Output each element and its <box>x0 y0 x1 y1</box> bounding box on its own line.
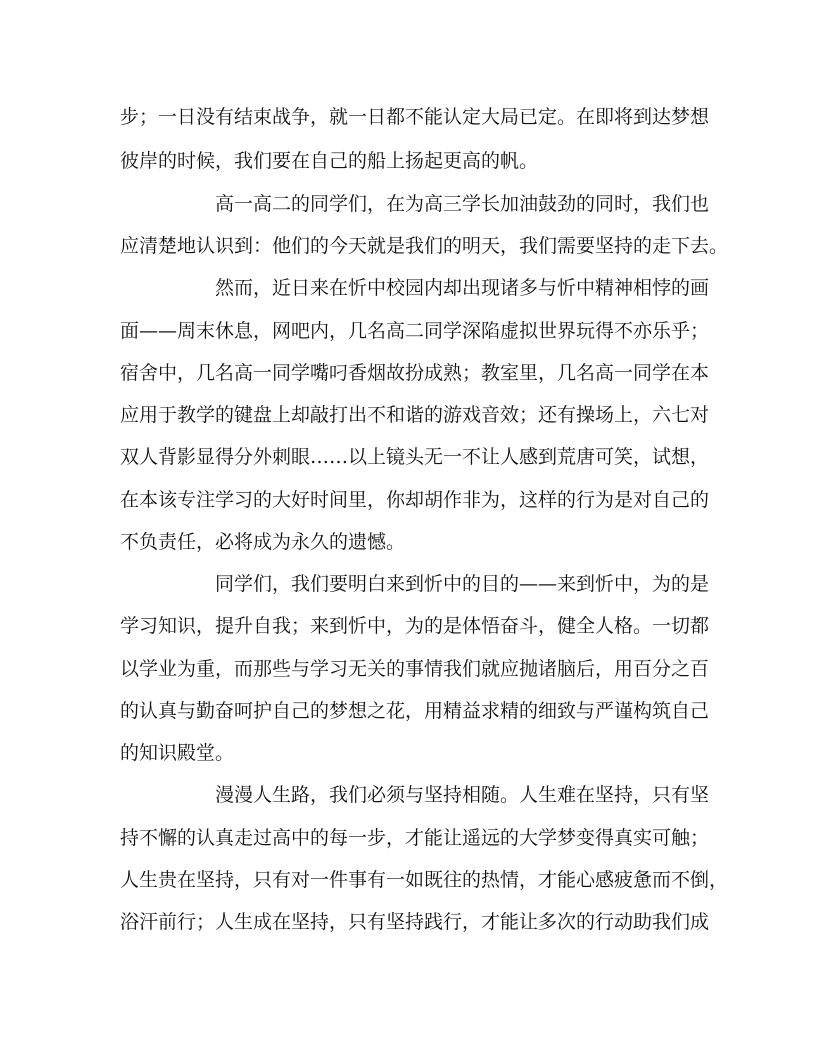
text-line: 应清楚地认识到：他们的今天就是我们的明天，我们需要坚持的走下去。 <box>120 235 729 257</box>
text-line: 彼岸的时候，我们要在自己的船上扬起更高的帆。 <box>120 150 539 172</box>
text-line: 以学业为重，而那些与学习无关的事情我们就应抛诸脑后，用百分之百 <box>120 658 710 680</box>
text-line: 宿舍中，几名高一同学嘴叼香烟故扮成熟；教室里，几名高一同学在本 <box>120 362 710 384</box>
text-line: 人生贵在坚持，只有对一件事有一如既往的热情，才能心感疲惫而不倒， <box>120 869 729 891</box>
text-line: 双人背影显得分外刺眼……以上镜头无一不让人感到荒唐可笑，试想， <box>120 446 710 468</box>
text-line: 在本该专注学习的大好时间里，你却胡作非为，这样的行为是对自己的 <box>120 489 710 511</box>
text-line: 面——周末休息，网吧内，几名高二同学深陷虚拟世界玩得不亦乐乎； <box>120 320 710 342</box>
text-line: 持不懈的认真走过高中的每一步，才能让遥远的大学梦变得真实可触； <box>120 827 710 849</box>
text-line: 学习知识，提升自我；来到忻中，为的是体悟奋斗，健全人格。一切都 <box>120 615 710 637</box>
paragraph-first-line: 然而，近日来在忻中校园内却出现诸多与忻中精神相悖的画 <box>215 277 710 299</box>
text-line: 浴汗前行；人生成在坚持，只有坚持践行，才能让多次的行动助我们成 <box>120 911 710 933</box>
text-line: 步；一日没有结束战争，就一日都不能认定大局已定。在即将到达梦想 <box>120 106 710 128</box>
text-line: 应用于教学的键盘上却敲打出不和谐的游戏音效；还有操场上，六七对 <box>120 404 710 426</box>
text-line: 的知识殿堂。 <box>120 742 235 764</box>
text-line: 不负责任，必将成为永久的遗憾。 <box>120 531 406 553</box>
paragraph-first-line: 同学们，我们要明白来到忻中的目的——来到忻中，为的是 <box>215 573 710 595</box>
paragraph-first-line: 漫漫人生路，我们必须与坚持相随。人生难在坚持，只有坚 <box>215 784 710 806</box>
paragraph-first-line: 高一高二的同学们，在为高三学长加油鼓劲的同时，我们也 <box>215 193 710 215</box>
text-line: 的认真与勤奋呵护自己的梦想之花，用精益求精的细致与严谨构筑自己 <box>120 700 710 722</box>
